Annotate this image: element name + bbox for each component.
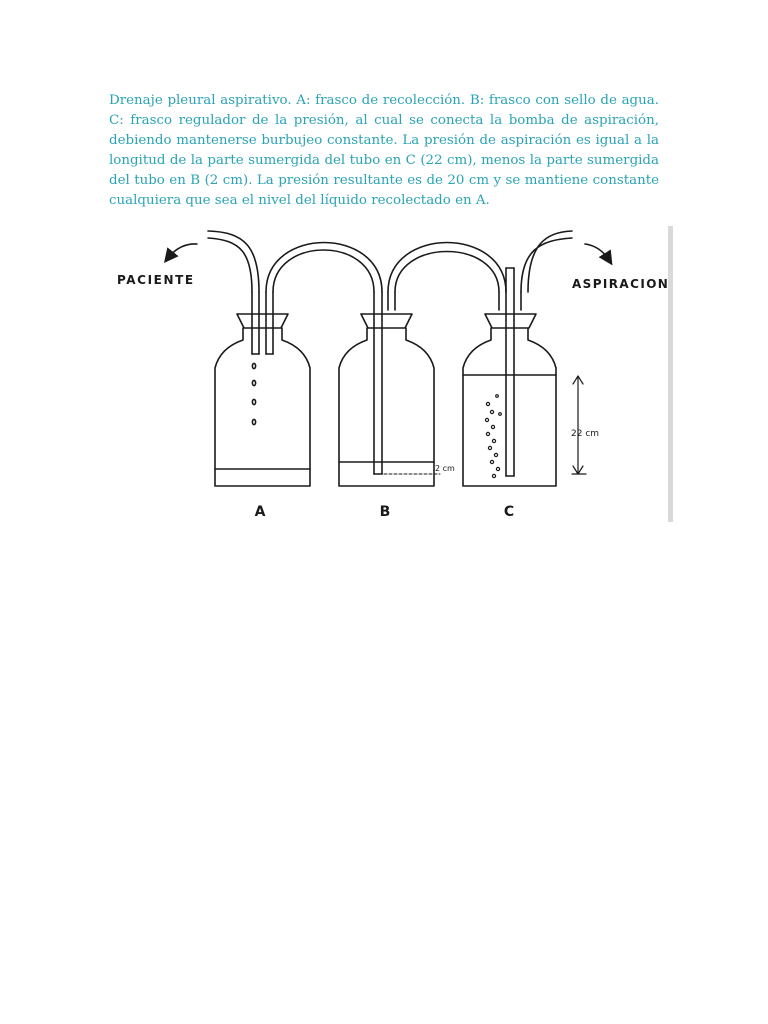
bottle-b-label: B [379,504,391,520]
label-suction: ASPIRACION [572,277,670,291]
bottle-b [339,292,440,486]
figure-caption: Drenaje pleural aspirativo. A: frasco de recolección. B: frasco con sello de agua. C: frasco regulador de la presión, al cual se conecta la bomba de aspiración, debiendo mantenerse burbujeo constante. La presión de aspiración es igual a la longitud de la parte sumergida del tubo en C (22 cm), menos la parte sumergida del tubo en B (2 cm). La presión resultante es de 20 cm y se mantiene constante cualquiera que sea el nivel del líquido recolectado en A. [109,93,659,208]
connecting-hoses [208,231,572,292]
bottle-c [463,268,586,486]
bottle-c-label: C [503,504,515,520]
bottle-a-label: A [254,504,266,520]
measure-c-label: 22 cm [571,429,600,439]
arrow-to-patient [168,244,197,258]
measure-b-label: 2 cm [435,464,455,473]
bottle-a [215,292,310,486]
scan-edge [668,226,673,522]
pleural-drainage-diagram [106,226,673,522]
arrow-to-suction [585,244,609,260]
label-patient: PACIENTE [117,273,195,287]
